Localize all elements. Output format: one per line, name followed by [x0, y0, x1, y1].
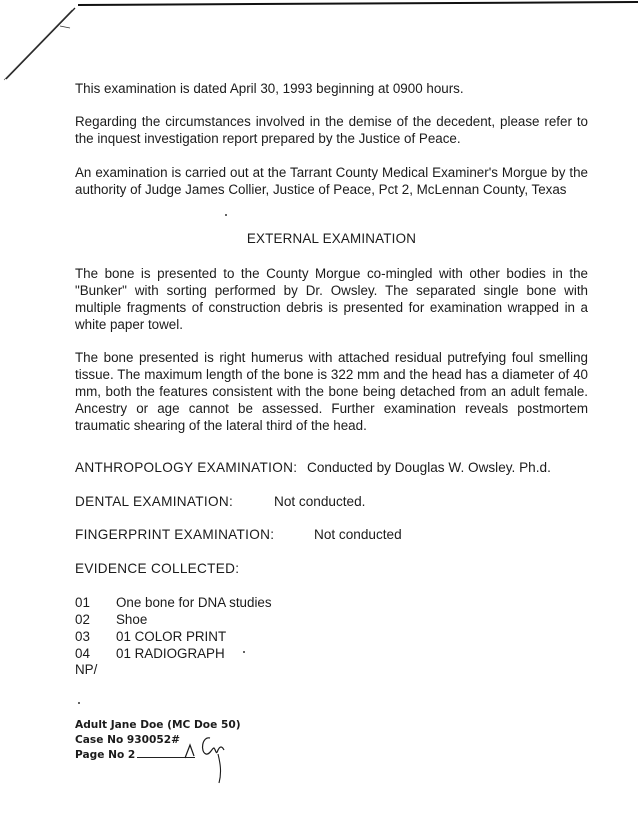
- evidence-description: 01 COLOR PRINT: [116, 629, 227, 644]
- evidence-item: [75, 611, 375, 628]
- anthropology-value: Conducted by Douglas W. Owsley. Ph.d.: [307, 460, 551, 475]
- footer-page-number: Page No 2: [75, 747, 241, 763]
- examiner-initials: NP/: [75, 662, 98, 677]
- anthropology-label: ANTHROPOLOGY EXAMINATION:: [75, 460, 298, 475]
- scan-speck: [243, 651, 245, 653]
- external-exam-paragraph-1: The bone is presented to the County Morgue co-mingled with other bodies in the "Bunker" with sorting performed by Dr. Owsley. The separated single bone with multiple fragments of construction debris is presented for examination wrapped in a white paper towel.: [75, 266, 588, 332]
- evidence-description: 01 RADIOGRAPH: [116, 646, 225, 661]
- fingerprint-label: FINGERPRINT EXAMINATION:: [75, 527, 275, 542]
- evidence-item: [75, 594, 375, 611]
- external-exam-heading: EXTERNAL EXAMINATION: [246, 231, 417, 246]
- authority-paragraph: An examination is carried out at the Tarrant County Medical Examiner's Morgue by the authority of Judge James Collier, Justice of Peace, Pct 2, McLennan County, Texas: [75, 165, 588, 197]
- footer-case-number: Case No 930052#: [75, 733, 181, 746]
- dental-section: [75, 494, 366, 509]
- dental-value: Not conducted.: [274, 494, 366, 509]
- fingerprint-value: Not conducted: [314, 527, 402, 542]
- anthropology-section: [75, 460, 551, 475]
- handwritten-signature: [180, 732, 230, 787]
- evidence-heading: EVIDENCE COLLECTED:: [75, 561, 240, 576]
- evidence-number: 01: [75, 595, 90, 610]
- exam-date-paragraph: This examination is dated April 30, 1993 beginning at 0900 hours.: [75, 81, 464, 96]
- evidence-description: Shoe: [116, 612, 148, 627]
- fingerprint-section: [75, 527, 402, 542]
- scan-border-lines: [0, 0, 638, 90]
- evidence-list: [75, 594, 375, 662]
- evidence-number: 04: [75, 646, 90, 661]
- circumstances-paragraph: Regarding the circumstances involved in the demise of the decedent, please refer to the inquest investigation report prepared by the Justice of Peace.: [75, 114, 588, 146]
- evidence-item: [75, 628, 375, 645]
- evidence-item: [75, 645, 375, 662]
- external-exam-paragraph-2: The bone presented is right humerus with attached residual putrefying foul smelling tissue. The maximum length of the bone is 322 mm and the head has a diameter of 40 mm, both the features consistent with the bone being detached from an adult female. Ancestry or age cannot be assessed. Further examination reveals postmortem traumatic shearing of the lateral third of the head.: [75, 350, 588, 433]
- evidence-number: 03: [75, 629, 90, 644]
- scan-speck: [78, 702, 80, 704]
- evidence-number: 02: [75, 612, 90, 627]
- dental-label: DENTAL EXAMINATION:: [75, 494, 234, 509]
- evidence-description: One bone for DNA studies: [116, 595, 272, 610]
- footer-subject: Adult Jane Doe (MC Doe 50): [75, 719, 241, 731]
- scan-speck: [225, 214, 227, 216]
